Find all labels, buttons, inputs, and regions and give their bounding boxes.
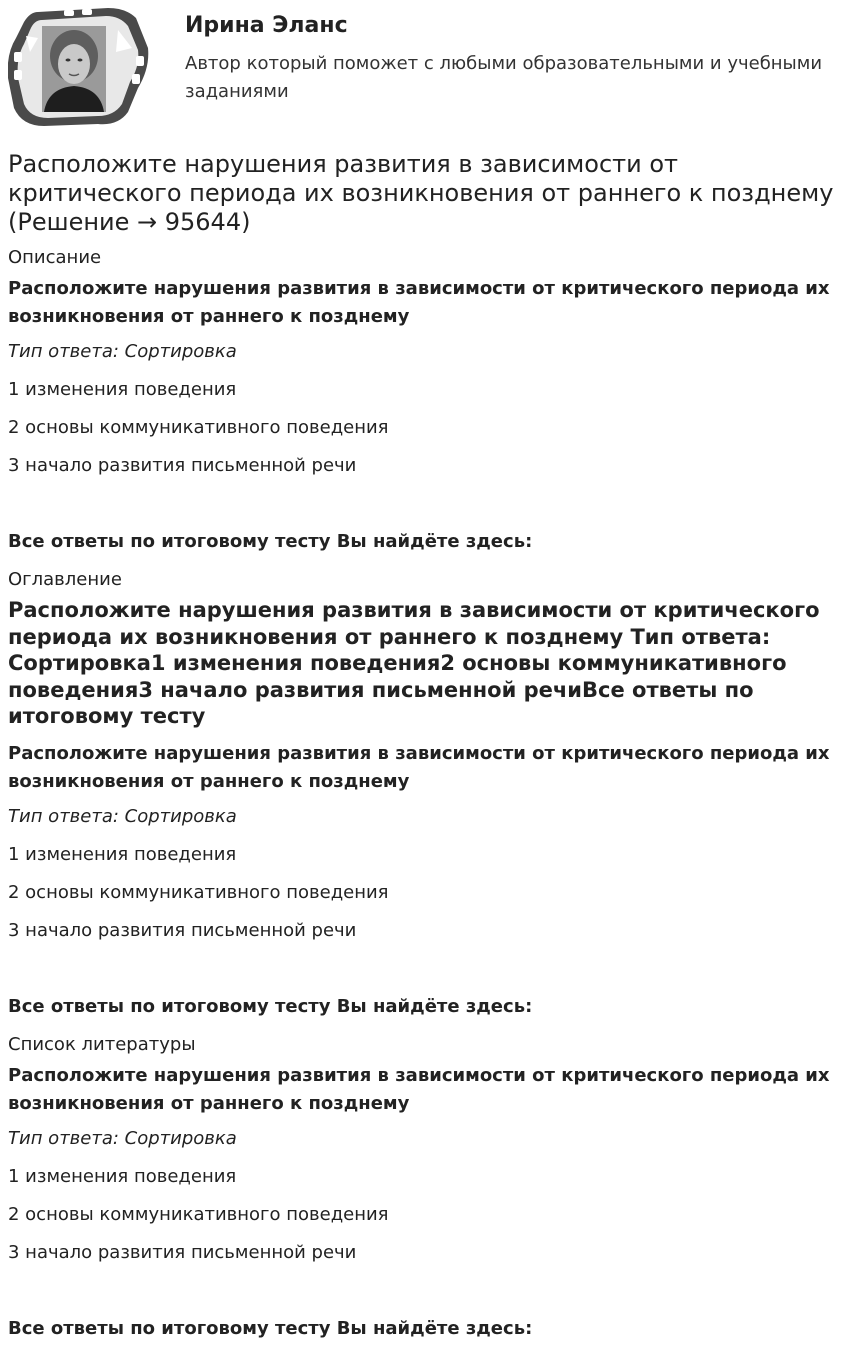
list-item: 2 основы коммуникативного поведения xyxy=(8,417,389,438)
list-item: 1 изменения поведения xyxy=(8,843,237,865)
answer-type: Тип ответа: Сортировка xyxy=(8,341,237,362)
section-label-description: Описание xyxy=(8,247,102,268)
list-item: 3 начало развития письменной речи xyxy=(8,1241,357,1263)
literature-section xyxy=(8,1034,839,1340)
list-item: 1 изменения поведения xyxy=(8,379,237,400)
section-label-literature: Список литературы xyxy=(8,1033,196,1055)
answer-type: Тип ответа: Сортировка xyxy=(8,1127,237,1149)
list-item: 2 основы коммуникативного поведения xyxy=(8,1203,389,1225)
description-section xyxy=(8,247,839,553)
author-description: Автор который поможет с любыми образовательными и учебными заданиями xyxy=(185,53,823,102)
page-title: Расположите нарушения развития в зависимости от критического периода их возникновения от раннего к позднему (Решение → 95644) xyxy=(8,150,834,236)
author-block xyxy=(8,0,839,130)
answer-type: Тип ответа: Сортировка xyxy=(8,805,237,827)
toc-section xyxy=(8,569,839,1018)
list-item: 1 изменения поведения xyxy=(8,1165,237,1187)
author-name: Ирина Эланс xyxy=(185,13,348,38)
question-text: Расположите нарушения развития в зависимости от критического периода их возникновения от раннего к позднему xyxy=(8,742,830,792)
list-item: 2 основы коммуникативного поведения xyxy=(8,881,389,903)
answers-link-text: Все ответы по итоговому тесту Вы найдёте здесь: xyxy=(8,1317,533,1339)
author-avatar xyxy=(8,8,150,126)
avatar-film-frame-icon xyxy=(8,8,150,126)
section-label-toc: Оглавление xyxy=(8,569,122,590)
question-text: Расположите нарушения развития в зависимости от критического периода их возникновения от раннего к позднему xyxy=(8,278,830,327)
answers-link-text: Все ответы по итоговому тесту Вы найдёте здесь: xyxy=(8,995,533,1017)
list-item: 3 начало развития письменной речи xyxy=(8,455,357,476)
page xyxy=(8,0,839,1356)
answers-link-text: Все ответы по итоговому тесту Вы найдёте здесь: xyxy=(8,531,533,552)
question-text: Расположите нарушения развития в зависимости от критического периода их возникновения от раннего к позднему xyxy=(8,1064,830,1114)
list-item: 3 начало развития письменной речи xyxy=(8,919,357,941)
toc-heading: Расположите нарушения развития в зависимости от критического периода их возникновения от раннего к позднему Тип ответа: Сортировка1 изменения поведения2 основы коммуникативного поведения3 начало развития письменной речиВсе ответы по итоговому тесту xyxy=(8,598,820,728)
